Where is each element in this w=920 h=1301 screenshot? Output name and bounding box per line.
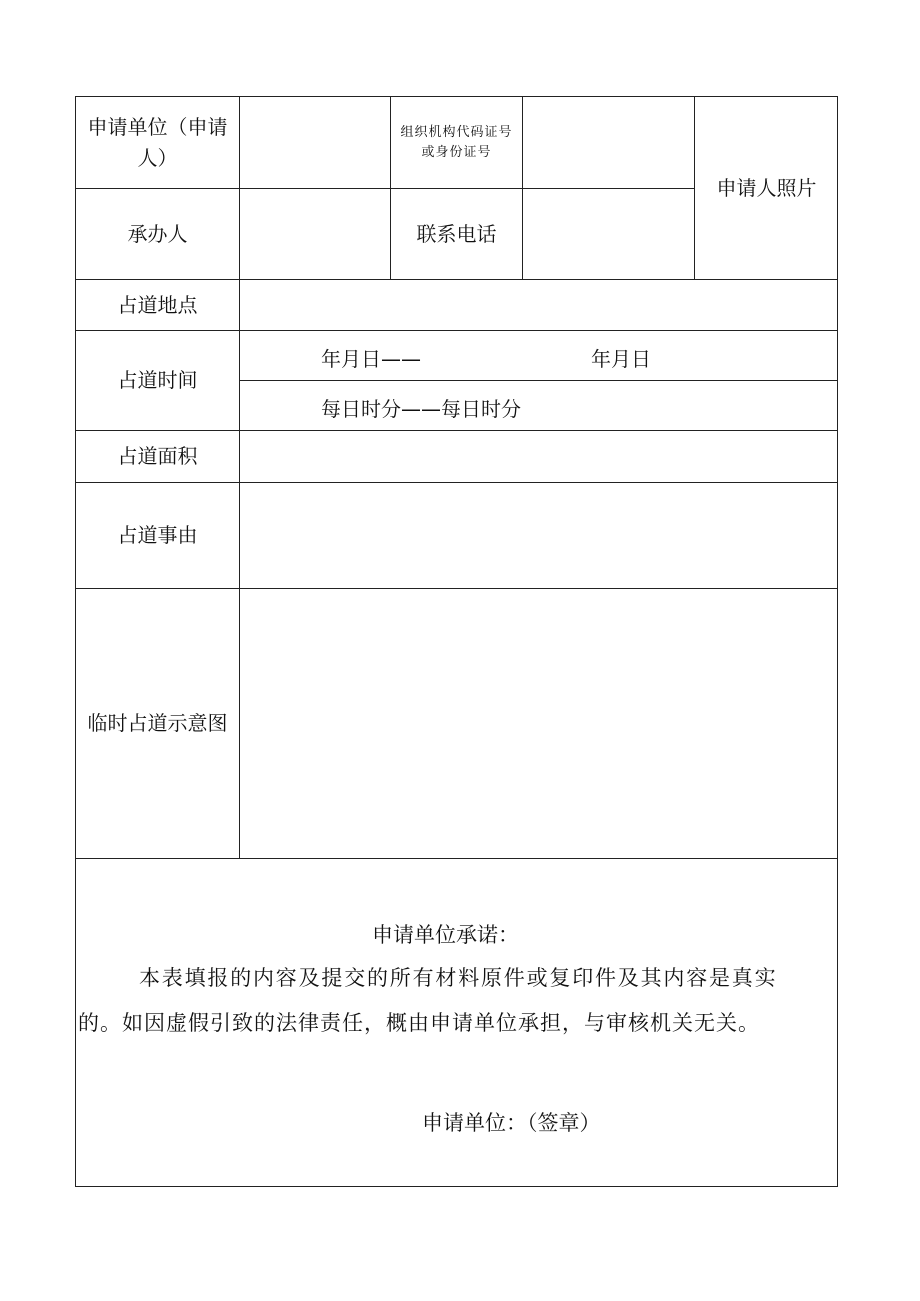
applicant-unit-field[interactable] [240, 97, 390, 188]
phone-field[interactable] [523, 189, 694, 279]
applicant-unit-label: 申请单位（申请人） [87, 114, 228, 170]
diagram-field[interactable] [240, 589, 838, 858]
reason-field[interactable] [240, 483, 838, 588]
pledge-signature: 申请单位：（签章） [422, 1111, 601, 1135]
row-divider [76, 858, 838, 859]
org-code-label: 组织机构代码证号 或身份证号 [400, 125, 513, 160]
org-code-field[interactable] [523, 97, 694, 188]
time-label: 占道时间 [117, 368, 198, 392]
date-end-text: 年月日 [591, 347, 651, 371]
pledge-line-1: 本表填报的内容及提交的所有材料原件或复印件及其内容是真实 [139, 966, 778, 990]
daily-time-text: 每日时分——每日时分 [321, 397, 521, 421]
reason-label: 占道事由 [117, 523, 198, 547]
location-label: 占道地点 [117, 292, 198, 317]
applicant-photo-box[interactable]: 申请人照片 [716, 175, 817, 200]
area-field[interactable] [240, 431, 838, 482]
diagram-label: 临时占道示意图 [87, 711, 228, 735]
phone-label: 联系电话 [416, 221, 497, 246]
pledge-title: 申请单位承诺： [372, 923, 519, 947]
row-divider [239, 380, 838, 381]
road-occupation-application-form [75, 96, 838, 1187]
pledge-line-2: 的。如因虚假引致的法律责任，概由申请单位承担，与审核机关无关。 [78, 1011, 760, 1035]
area-label: 占道面积 [117, 444, 198, 468]
handler-label: 承办人 [127, 221, 188, 246]
handler-field[interactable] [240, 189, 390, 279]
location-field[interactable] [240, 280, 838, 330]
date-start-text: 年月日—— [321, 347, 421, 371]
